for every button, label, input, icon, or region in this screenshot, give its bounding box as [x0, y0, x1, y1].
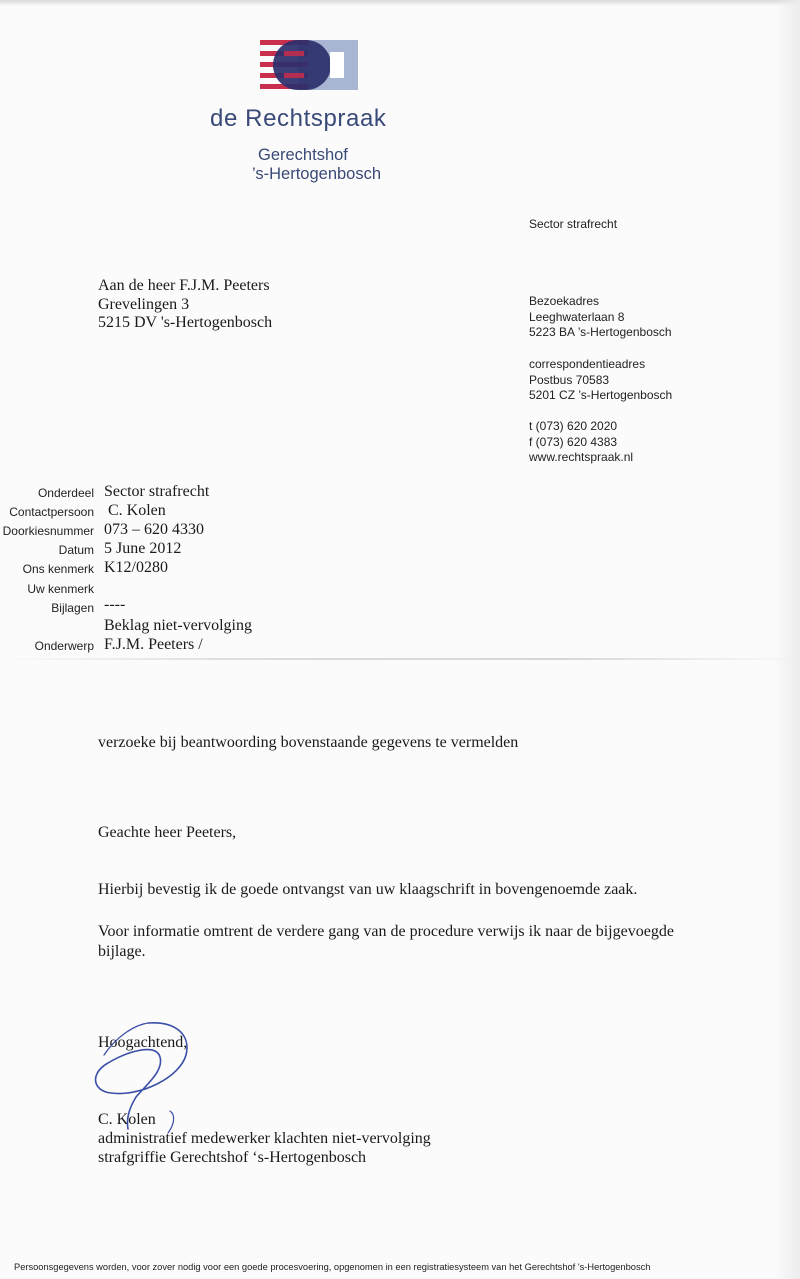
phone-value: 073 – 620 4330	[104, 521, 204, 538]
contact-label: Contactpersoon	[9, 505, 94, 519]
subject-line-2: F.J.M. Peeters /	[104, 636, 203, 653]
visit-city: 5223 BA ’s-Hertogenbosch	[529, 325, 672, 340]
paragraph-2: Voor informatie omtrent de verdere gang van de procedure verwijs ik naar de bijgevoegde bijlage.	[98, 923, 674, 960]
salutation: Geachte heer Peeters,	[98, 824, 237, 841]
date-label: Datum	[58, 543, 94, 557]
our-reference-label: Ons kenmerk	[22, 562, 94, 576]
contact-numbers	[529, 419, 633, 466]
visit-street: Leeghwaterlaan 8	[529, 309, 625, 324]
contact-value: C. Kolen	[104, 502, 166, 519]
court-name	[252, 146, 381, 184]
paragraph-1: Hierbij bevestig ik de goede ontvangst van uw klaagschrift in bovengenoemde zaak.	[98, 881, 638, 898]
your-reference-label: Uw kenmerk	[27, 582, 94, 596]
closing: Hoogachtend,	[98, 1034, 188, 1051]
correspondence-address	[529, 357, 672, 404]
scan-edge-top	[0, 0, 800, 6]
privacy-footer: Persoonsgegevens worden, voor zover nodig voor een goede procesvoering, opgenomen in een registratiesysteem van het Gerechtshof 's-Hertogenbosch	[14, 1262, 651, 1272]
rechtspraak-logo-icon	[258, 38, 362, 92]
corr-box: Postbus 70583	[529, 372, 610, 387]
date-value: 5 June 2012	[104, 540, 182, 557]
attachments-label: Bijlagen	[51, 601, 94, 615]
onderdeel-value: Sector strafrecht	[104, 483, 210, 500]
brand-name: de Rechtspraak	[210, 105, 387, 132]
paper-fold-line	[0, 658, 800, 660]
website-link[interactable]: www.rechtspraak.nl	[529, 450, 634, 465]
reply-instruction: verzoeke bij beantwoording bovenstaande gegevens te vermelden	[98, 734, 519, 751]
sender-sector: Sector strafrecht	[529, 217, 618, 231]
recipient-line-2: Grevelingen 3	[98, 295, 190, 313]
court-line-2: ’s-Hertogenbosch	[252, 165, 382, 183]
court-line-1: Gerechtshof	[258, 146, 348, 164]
phone-number: t (073) 620 2020	[529, 419, 618, 433]
scan-edge-right	[774, 0, 800, 1279]
phone-label: Doorkiesnummer	[2, 524, 94, 538]
signer-department: strafgriffie Gerechtshof ‘s-Hertogenbosch	[98, 1149, 367, 1166]
attachments-value: ----	[104, 596, 126, 613]
subject-line-1: Beklag niet-vervolging	[104, 617, 252, 634]
visit-label: Bezoekadres	[529, 294, 600, 308]
recipient-address	[98, 277, 272, 333]
corr-label: correspondentieadres	[529, 357, 646, 371]
corr-city: 5201 CZ ’s-Hertogenbosch	[529, 388, 673, 403]
signer-title: administratief medewerker klachten niet-vervolging	[98, 1130, 431, 1147]
onderdeel-label: Onderdeel	[37, 486, 94, 500]
recipient-line-3: 5215 DV 's-Hertogenbosch	[98, 314, 273, 331]
visit-address	[529, 294, 672, 341]
subject-label: Onderwerp	[34, 639, 94, 653]
signature-block	[98, 1110, 718, 1167]
our-reference-value: K12/0280	[104, 559, 168, 576]
recipient-line-1: Aan de heer F.J.M. Peeters	[98, 277, 270, 294]
signer-name: C. Kolen	[98, 1111, 156, 1128]
fax-number: f (073) 620 4383	[529, 434, 618, 449]
